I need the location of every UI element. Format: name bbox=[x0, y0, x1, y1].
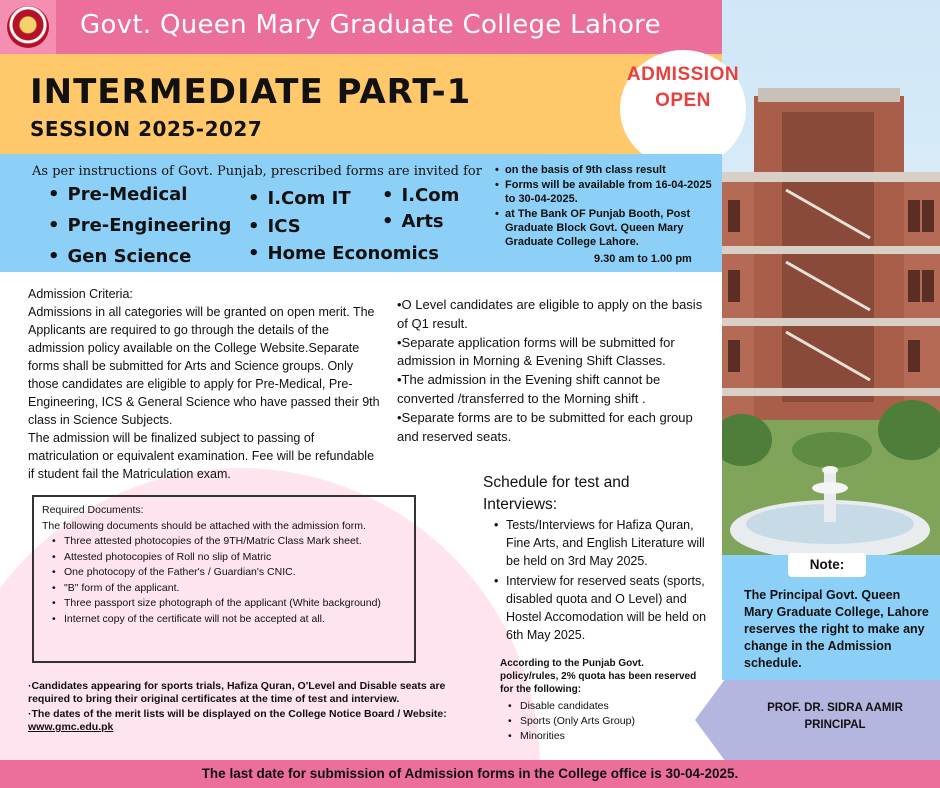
principal-name: PROF. DR. SIDRA AAMIR bbox=[767, 702, 903, 714]
last-date-notice: The last date for submission of Admission forms in the College office is 30-04-2025. bbox=[201, 766, 739, 781]
programs-intro: As per instructions of Govt. Punjab, prescribed forms are invited for bbox=[32, 164, 482, 179]
quota-item: • Minorities bbox=[508, 729, 708, 744]
quota-list bbox=[508, 699, 708, 744]
badge-line-1: ADMISSION bbox=[626, 64, 740, 85]
schedule-list bbox=[494, 516, 720, 646]
eligibility-point: •Separate forms are to be submitted for each group and reserved seats. bbox=[397, 409, 693, 444]
document-item: • Three attested photocopies of the 9TH/Matric Class Mark sheet. bbox=[52, 534, 414, 550]
note-line-2 bbox=[28, 708, 468, 734]
quota-item: • Sports (Only Arts Group) bbox=[508, 714, 708, 729]
program-item: • I.Com IT bbox=[248, 188, 351, 209]
program-item: • Pre-Medical bbox=[48, 184, 187, 205]
form-info-item: • at The Bank OF Punjab Booth, Post Graduate Block Govt. Queen Mary Graduate College Lahore. bbox=[493, 207, 715, 249]
form-info-item: • Forms will be available from 16-04-2025 to 30-04-2025. bbox=[493, 178, 715, 206]
schedule-title: Schedule for test and Interviews: bbox=[483, 474, 630, 513]
schedule-item: • Interview for reserved seats (sports, disabled quota and O Level) and Hostel Accomodation will be held on 6th May 2025. bbox=[494, 572, 720, 644]
eligibility-points bbox=[397, 296, 713, 446]
documents-intro: The following documents should be attached with the admission form. bbox=[42, 519, 366, 532]
website-link[interactable]: www.gmc.edu.pk bbox=[28, 721, 114, 733]
document-item: • One photocopy of the Father's / Guardian's CNIC. bbox=[52, 565, 414, 581]
program-item: • Arts bbox=[382, 211, 444, 232]
eligibility-point: •O Level candidates are eligible to apply on the basis of Q1 result. bbox=[397, 297, 703, 331]
form-info-item: • on the basis of 9th class result bbox=[493, 163, 715, 177]
required-documents bbox=[42, 503, 414, 627]
note-line-1: ·Candidates appearing for sports trials, Hafiza Quran, O'Level and Disable seats are required to bring their original certificates at the time of test and interview. bbox=[28, 680, 446, 705]
eligibility-point: •The admission in the Evening shift cannot be converted /transferred to the Morning shift . bbox=[397, 372, 661, 406]
principal-signature bbox=[735, 700, 935, 734]
booth-timing: 9.30 am to 1.00 pm bbox=[594, 253, 692, 265]
form-info-list bbox=[493, 163, 715, 250]
college-name: Govt. Queen Mary Graduate College Lahore bbox=[80, 10, 661, 40]
criteria-paragraph-2: The admission will be finalized subject to passing of matriculation or equivalent examination. Fee will be refundable if student fail the Matriculation exam. bbox=[28, 431, 375, 481]
document-item: • Three passport size photograph of the applicant (White background) bbox=[52, 596, 414, 612]
document-item: • "B" form of the applicant. bbox=[52, 581, 414, 597]
quota-item: • Disable candidates bbox=[508, 699, 708, 714]
program-item: • I.Com bbox=[382, 185, 459, 206]
criteria-paragraph-1: Admissions in all categories will be granted on open merit. The Applicants are required to go through the details of the admission policy available on the College Website.Separate forms shall be submitted for Arts and Science groups. Only those candidates are eligible to apply for Pre-Medical, Pre-Engineering, ICS & General Science who have passed their 9th class in Science Subjects. bbox=[28, 305, 380, 427]
documents-title: Required Documents: bbox=[42, 504, 144, 516]
eligibility-point: •Separate application forms will be submitted for admission in Morning & Evening Shift Classes. bbox=[397, 334, 675, 369]
program-item: • ICS bbox=[248, 216, 301, 237]
page-title: INTERMEDIATE PART-1 bbox=[30, 72, 472, 112]
schedule-item: • Tests/Interviews for Hafiza Quran, Fine Arts, and English Literature will be held on 3rd May 2025. bbox=[494, 516, 720, 570]
badge-line-2: OPEN bbox=[655, 90, 711, 111]
document-item: • Attested photocopies of Roll no slip of Matric bbox=[52, 550, 414, 566]
admission-criteria bbox=[28, 285, 382, 483]
program-item: • Home Economics bbox=[248, 243, 439, 264]
criteria-title: Admission Criteria: bbox=[28, 287, 133, 301]
important-notes bbox=[28, 680, 468, 736]
program-item: • Gen Science bbox=[48, 246, 191, 267]
program-item: • Pre-Engineering bbox=[48, 215, 231, 236]
admission-open-text bbox=[624, 62, 742, 114]
note-line-2-text: ·The dates of the merit lists will be displayed on the College Notice Board / Website: bbox=[28, 708, 447, 720]
document-item: • Internet copy of the certificate will not be accepted at all. bbox=[52, 612, 414, 628]
principal-title: PRINCIPAL bbox=[804, 719, 866, 731]
college-building-photo bbox=[722, 0, 940, 560]
note-text: The Principal Govt. Queen Mary Graduate College, Lahore reserves the right to make any change in the Admission schedule. bbox=[744, 588, 929, 670]
documents-list bbox=[52, 534, 414, 627]
note-label: Note: bbox=[788, 553, 866, 577]
college-logo bbox=[7, 6, 49, 48]
session-title: SESSION 2025-2027 bbox=[30, 117, 263, 141]
quota-title: According to the Punjab Govt. policy/rules, 2% quota has been reserved for the following: bbox=[500, 658, 697, 695]
